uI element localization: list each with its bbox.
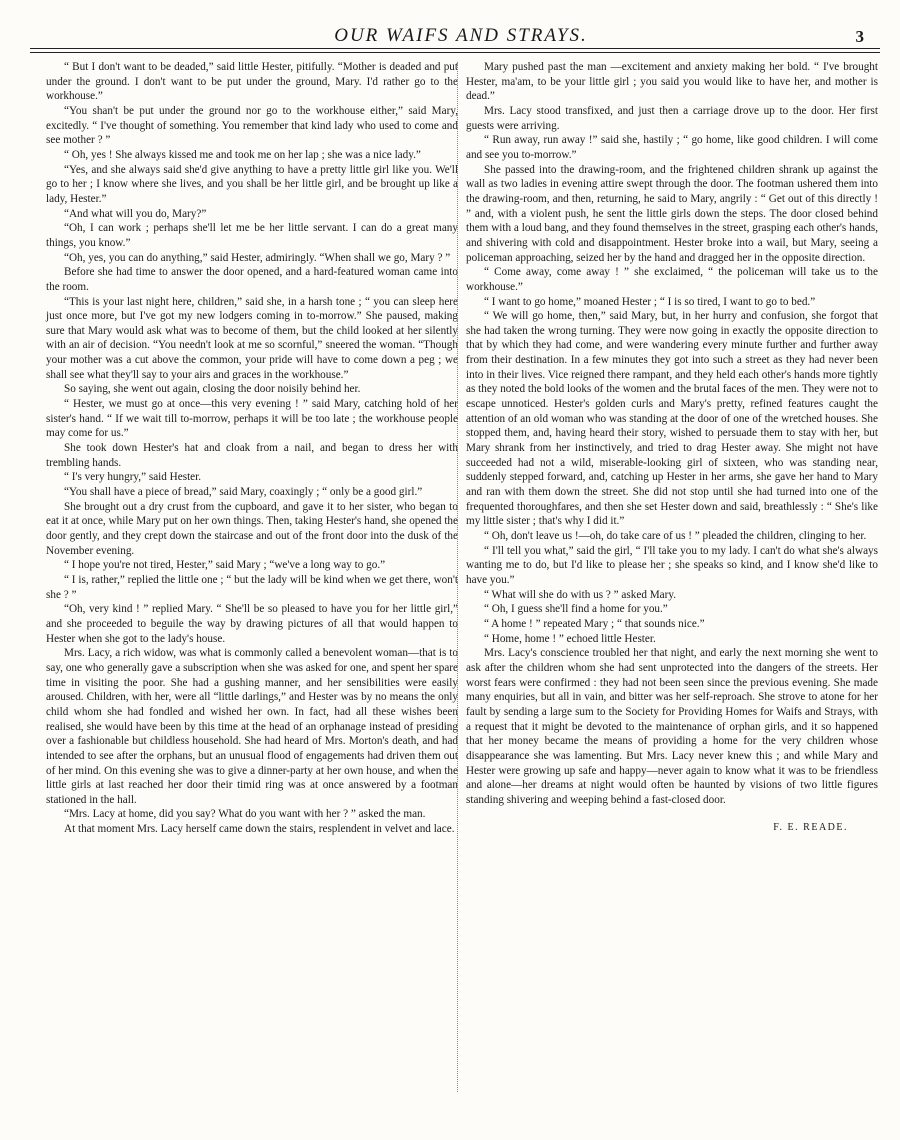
paragraph: “Yes, and she always said she'd give anything to have a pretty little girl like you. We'll go to her ; I know where she lives, and you shall be her little girl, and be brought up like a lady, Hester.” — [46, 163, 458, 205]
paragraph: “Mrs. Lacy at home, did you say? What do you want with her ? ” asked the man. — [64, 808, 426, 821]
paragraph: “ Home, home ! ” echoed little Hester. — [484, 632, 656, 645]
paragraph: “ I want to go home,” moaned Hester ; “ I is so tired, I want to go to bed.” — [484, 295, 816, 308]
paragraph: At that moment Mrs. Lacy herself came down the stairs, resplendent in velvet and lace. — [64, 823, 455, 836]
paragraph: “ A home ! ” repeated Mary ; “ that sounds nice.” — [484, 617, 705, 630]
paragraph: “ What will she do with us ? ” asked Mary. — [484, 588, 677, 601]
paragraph: “ I's very hungry,” said Hester. — [64, 471, 202, 484]
paragraph: “Oh, I can work ; perhaps she'll let me be her little servant. I can do a great many things, you know.” — [46, 222, 458, 249]
paragraph: “Oh, yes, you can do anything,” said Hester, admiringly. “When shall we go, Mary ? ” — [64, 251, 451, 264]
paragraph: “You shan't be put under the ground nor go to the workhouse either,” said Mary, excitedly. “ I've thought of something. You remember that kind lady who used to come and see mother ? ” — [46, 104, 458, 147]
header-rule-thin — [30, 52, 880, 53]
paragraph: “You shall have a piece of bread,” said Mary, coaxingly ; “ only be a good girl.” — [64, 486, 423, 499]
paragraph: “ Oh, don't leave us !—oh, do take care of us ! ” pleaded the children, clinging to her. — [484, 530, 867, 542]
right-column — [466, 60, 878, 836]
paragraph: “ Come away, come away ! ” she exclaimed, “ the policeman will take us to the workhouse.” — [466, 266, 878, 293]
page-number: 3 — [855, 27, 864, 46]
paragraph: Before she had time to answer the door opened, and a hard-featured woman came into the room. — [46, 266, 458, 293]
paragraph: “ I hope you're not tired, Hester,” said Mary ; “we've a long way to go.” — [64, 559, 386, 572]
left-column — [46, 60, 458, 837]
paragraph: Mrs. Lacy, a rich widow, was what is commonly called a benevolent woman—that is to say, one who generally gave a subscription when she was asked for one, and spent her spare time in visiting the poor. She had a gushing manner, and her sensibilities were easily aroused. Children, with her, were all “little darlings,” and Hester was by no means the only child whom she had fondled and wished her own. In fact, had all these wishes been realised, she would have been by this time at the head of an orphanage instead of presiding over a fashionable but childless household. She had heard of Mrs. Morton's death, and had intended to see after the orphans, but an unusual flood of engagements had driven them out of her mind. On this evening she was to give a dinner-party at her own house, and when the little girls at last reached her door their timid ring was at once answered by a footman stationed in the hall. — [46, 647, 458, 806]
column-divider — [457, 62, 458, 1092]
author-signature: F. E. READE. — [773, 822, 848, 834]
paragraph: She brought out a dry crust from the cupboard, and gave it to her sister, who began to eat it at once, while Mary put on her own things. Then, taking Hester's hand, she opened the door gently, and they crept down the staircase and out of the front door into the dusk of the November evening. — [46, 500, 458, 557]
paragraph: “ But I don't want to be deaded,” said little Hester, pitifully. “Mother is deaded and put under the ground. I don't want to be put under the ground, Mary. I'd rather go to the workhouse.” — [46, 61, 458, 103]
paragraph: So saying, she went out again, closing the door noisily behind her. — [64, 383, 361, 396]
paragraph: “ Run away, run away !” said she, hastily ; “ go home, like good children. I will come and see you to-morrow.” — [466, 134, 878, 161]
paragraph: She took down Hester's hat and cloak from a nail, and began to dress her with trembling hands. — [46, 442, 458, 469]
paragraph: She passed into the drawing-room, and the frightened children shrank up against the wall as two ladies in evening attire swept through the door. The footman ushered them into the drawing-room, and then, returning, he said to Mary, angrily : “ Get out of this directly ! ” and, with a violent push, he sent the little girls down the steps. The door closed behind them with a loud bang, and they found themselves in the street, grasping each other's hands, and shivering with cold and disappointment. Hester broke into a wail, but Mary, seeing a policeman approaching, seized her by the hand and dragged her in the opposite direction. — [466, 163, 878, 264]
paragraph: “ I'll tell you what,” said the girl, “ I'll take you to my lady. I can't do what she's always wanting me to do, but I'd like to please her ; she speaks so kind, and I know she'd like to have you.” — [466, 544, 878, 586]
paragraph: “ I is, rather,” replied the little one ; “ but the lady will be kind when we get there, won't she ? ” — [46, 573, 458, 601]
paragraph: Mrs. Lacy's conscience troubled her that night, and early the next morning she went to ask after the children whom she had sent unprotected into the dangers of the streets. Her worst fears were confirmed : they had not been seen since the previous evening. She made many enquiries, but all in vain, and bitter was her self-reproach. She strove to atone for her fault by sending a large sum to the Society for Providing Homes for Waifs and Strays, with a request that it might be devoted to the maintenance of orphan girls, and it so happened that her money became the means of providing a home for the very children whose disappearance she was lamenting. But Mrs. Lacy never knew this ; and while Mary and Hester were growing up safe and happy—never again to know what it was to be friendless and alone—her dreams at night would often be haunted by visions of two little figures standing shivering and weeping behind a fast-closed door. — [466, 647, 878, 806]
magazine-title: OUR WAIFS AND STRAYS. — [334, 25, 588, 46]
paragraph: Mrs. Lacy stood transfixed, and just then a carriage drove up to the door. Her first guests were arriving. — [466, 104, 878, 132]
paragraph: “ Oh, I guess she'll find a home for you.” — [484, 603, 668, 616]
paragraph: “And what will you do, Mary?” — [64, 207, 207, 220]
paragraph: “Oh, very kind ! ” replied Mary. “ She'll be so pleased to have you for her little girl,” and she proceeded to beguile the way by drawing pictures of all that would happen to Hester when she got to the lady's house. — [46, 603, 458, 645]
paragraph: “This is your last night here, children,” said she, in a harsh tone ; “ you can sleep here just once more, but I've got my new lodgers coming in to-morrow.” She paused, making sure that Mary would ask what was to become of them, but the child looked at her silently with an air of decision. “You needn't look at me so scornful,” sneered the woman. “Though your mother was a cut above the common, your pride will have to come down a peg ; we shall see what they'll say to your airs and graces in the workhouse.” — [46, 295, 458, 381]
paragraph: “ Oh, yes ! She always kissed me and took me on her lap ; she was a nice lady.” — [64, 148, 421, 161]
paragraph: “ We will go home, then,” said Mary, but, in her hurry and confusion, she forgot that she had taken the wrong turning. They were now going in exactly the opposite direction to that by which they had come, and were wandering every minute further and further away from their destination. In a few minutes they got into such a street as they had never been into in their lives. Vice reigned there rampant, and they held each other's hands more tightly as they noted the bold looks of the women and the brutal faces of the men. They were not to escape unnoticed. Hester's golden curls and Mary's pretty, refined features caught the attention of an old woman who was standing at the door of one of the wretched houses. She stopped them, and, having heard their story, wished to persuade them to stay with her, but Mary shrank from her instinctively, and tried to drag Hester away. She might not have succeeded had not a wild, miserable-looking girl of sixteen, who was standing near, suddenly stepped forward, and, catching up Hester in her arms, she gave her hand to Mary and ran with them down the street. She did not stop until she had turned into one of the frequented thoroughfares, and then she set Hester down and said, breathlessly : “ She's like my little sister ; that's why I did it.” — [466, 310, 878, 528]
paragraph: “ Hester, we must go at once—this very evening ! ” said Mary, catching hold of her sister's hand. “ If we wait till to-morrow, perhaps it will be too late ; the workhouse people may come for us.” — [46, 398, 458, 440]
header-rule — [30, 48, 880, 49]
paragraph: Mary pushed past the man —excitement and anxiety making her bold. “ I've brought Hester, ma'am, to be your little girl ; you said you would like to have her, and mother is dead.” — [466, 61, 878, 103]
